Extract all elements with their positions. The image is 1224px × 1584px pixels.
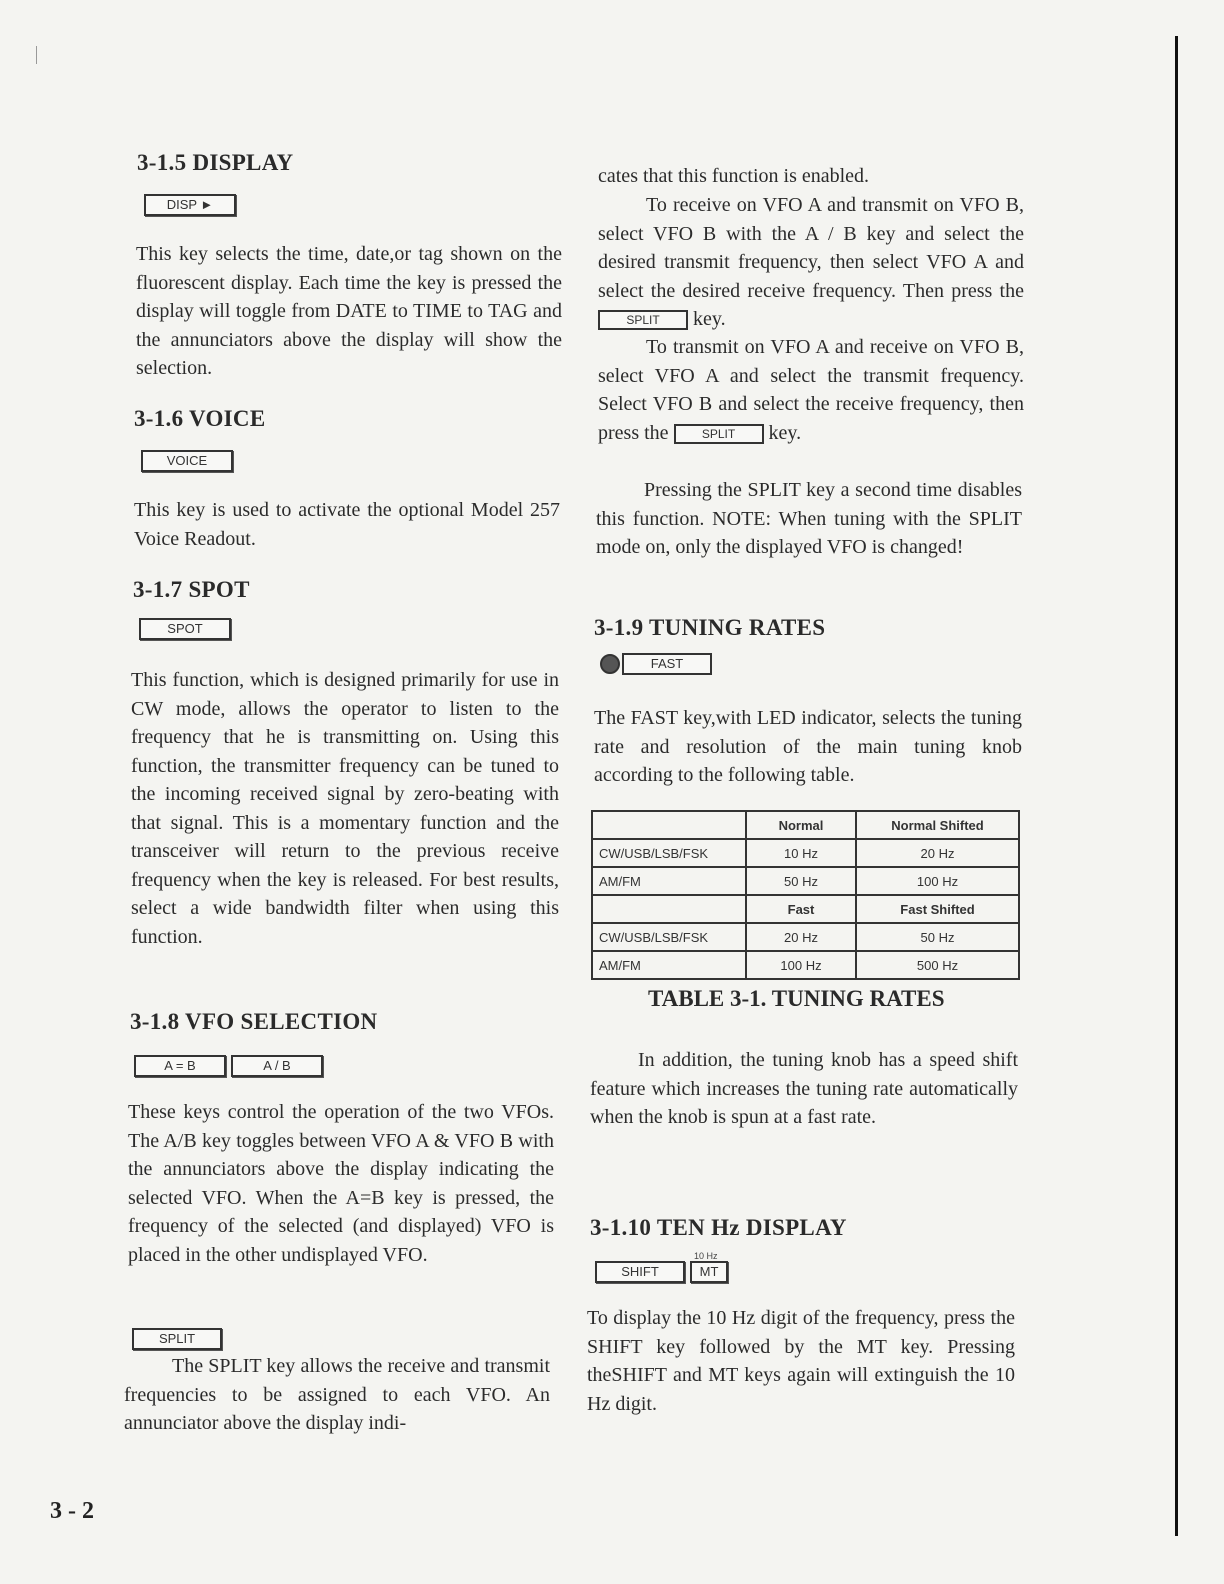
table-cell: 100 Hz (856, 867, 1019, 895)
table-cell: 20 Hz (746, 923, 856, 951)
split-cont-p3 (598, 333, 1024, 447)
page-rule (1175, 36, 1178, 1536)
table-header-normal: Normal (746, 811, 856, 839)
table-cell-mode: AM/FM (592, 867, 746, 895)
split-cont-p1: cates that this function is enabled. (598, 165, 870, 187)
table-caption: TABLE 3-1. TUNING RATES (648, 986, 945, 1011)
table-cell (592, 811, 746, 839)
split-cont-p3b: key. (768, 421, 802, 444)
tuning-text: The FAST key,with LED indicator, selects the tuning rate and resolution of the main tuning knob according to the following table. (594, 707, 1022, 786)
split-cont-p3a: To transmit on VFO A and receive on VFO B, select VFO A and select the transmit frequency. Select VFO B and select the receive frequency, then press the (598, 336, 1024, 444)
disp-key: DISP ► (144, 194, 236, 216)
table-row (592, 923, 1019, 951)
split-cont-p4: Pressing the SPLIT key a second time disables this function. NOTE: When tuning with the SPLIT mode on, only the displayed VFO is changed! (596, 479, 1022, 558)
table-cell (592, 895, 746, 923)
mt-key-label: 10 Hz (694, 1251, 718, 1261)
tuning-rates-table (591, 810, 1020, 980)
voice-key: VOICE (141, 450, 233, 472)
split-cont-p2 (598, 191, 1024, 334)
table-cell-mode: CW/USB/LSB/FSK (592, 839, 746, 867)
table-cell: 10 Hz (746, 839, 856, 867)
spot-text: This function, which is designed primarily for use in CW mode, allows the operator to listen to the frequency that he is transmitting on. Using this function, the transmitter frequency can be tuned to the incoming received signal by zero-beating with that signal. This is a momentary function and the transceiver will return to the previous receive frequency when the key is released. For best results, select a wide bandwidth filter when using this function. (131, 669, 559, 948)
table-row (592, 867, 1019, 895)
split-cont-p2a: To receive on VFO A and transmit on VFO B, select VFO B with the A / B key and select the desired transmit frequency, then select VFO A and select the desired receive frequency. Then press the (598, 194, 1024, 302)
table-cell-mode: AM/FM (592, 951, 746, 979)
a-equal-b-key: A = B (134, 1055, 226, 1077)
table-header-normal-shifted: Normal Shifted (856, 811, 1019, 839)
display-text: This key selects the time, date,or tag shown on the fluorescent display. Each time the key is pressed the display will toggle from DATE to TIME to TAG and the annunciators above the display will show the selection. (136, 243, 562, 379)
mt-key: MT (690, 1261, 728, 1283)
table-row (592, 839, 1019, 867)
tuning-text-2: In addition, the tuning knob has a speed shift feature which increases the tuning rate automatically when the knob is spun at a fast rate. (590, 1049, 1018, 1128)
led-indicator-icon (600, 654, 620, 674)
table-cell: 20 Hz (856, 839, 1019, 867)
heading-tuning: 3-1.9 TUNING RATES (594, 615, 826, 640)
heading-voice: 3-1.6 VOICE (134, 406, 266, 431)
table-cell: 500 Hz (856, 951, 1019, 979)
vfo-text: These keys control the operation of the two VFOs. The A/B key toggles between VFO A & VFO B with the annunciators above the display indicating the selected VFO. When the A=B key is pressed, the frequency of the selected (and displayed) VFO is placed in the other undisplayed VFO. (128, 1101, 554, 1266)
split-text: The SPLIT key allows the receive and transmit frequencies to be assigned to each VFO. An annunciator above the display indi- (124, 1355, 550, 1434)
table-cell-mode: CW/USB/LSB/FSK (592, 923, 746, 951)
fast-key: FAST (622, 653, 712, 675)
voice-text: This key is used to activate the optional Model 257 Voice Readout. (134, 499, 560, 550)
table-cell: 50 Hz (746, 867, 856, 895)
tenhz-text: To display the 10 Hz digit of the frequency, press the SHIFT key followed by the MT key. Pressing theSHIFT and MT keys again will extinguish the 10 Hz digit. (587, 1307, 1015, 1415)
split-key: SPLIT (132, 1328, 222, 1350)
page-number: 3 - 2 (50, 1498, 94, 1524)
split-key-inline-2: SPLIT (674, 424, 764, 444)
heading-spot: 3-1.7 SPOT (133, 577, 250, 602)
table-cell: 50 Hz (856, 923, 1019, 951)
split-cont-p2b: key. (693, 308, 726, 330)
table-header-fast-shifted: Fast Shifted (856, 895, 1019, 923)
a-b-key: A / B (231, 1055, 323, 1077)
table-header-fast: Fast (746, 895, 856, 923)
heading-display: 3-1.5 DISPLAY (137, 150, 294, 175)
table-row (592, 951, 1019, 979)
split-key-inline-1: SPLIT (598, 310, 688, 330)
shift-key: SHIFT (595, 1261, 685, 1283)
table-cell: 100 Hz (746, 951, 856, 979)
table-row (592, 895, 1019, 923)
heading-vfo: 3-1.8 VFO SELECTION (130, 1009, 378, 1034)
heading-tenhz: 3-1.10 TEN Hz DISPLAY (590, 1215, 847, 1240)
spot-key: SPOT (139, 618, 231, 640)
table-row (592, 811, 1019, 839)
margin-mark (36, 46, 37, 64)
